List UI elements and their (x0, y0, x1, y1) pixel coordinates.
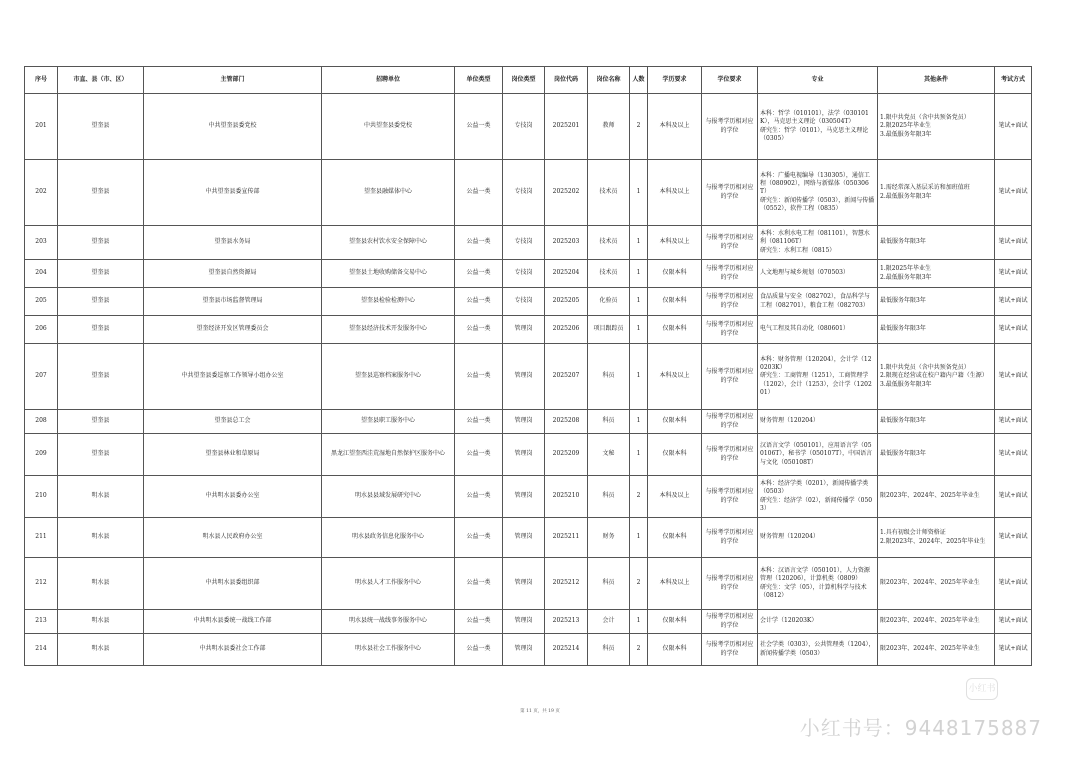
cell-degree: 与报考学历相对应的学位 (702, 260, 758, 288)
cell-dept: 中共望奎县委党校 (144, 94, 322, 160)
cell-edu: 仅限本科 (648, 434, 702, 476)
cell-unit-type: 公益一类 (455, 518, 503, 558)
cell-edu: 本科及以上 (648, 344, 702, 410)
cell-dept: 中共望奎县委巡察工作领导小组办公室 (144, 344, 322, 410)
cell-no: 203 (25, 226, 58, 260)
table-row (25, 260, 1032, 288)
cell-post: 教师 (588, 94, 630, 160)
cell-other: 限2023年、2024年、2025年毕业生 (878, 610, 995, 634)
cell-county: 望奎县 (58, 316, 144, 344)
cell-edu: 仅限本科 (648, 410, 702, 434)
cell-degree: 与报考学历相对应的学位 (702, 610, 758, 634)
cell-post-type: 管理岗 (503, 316, 545, 344)
cell-post-type: 专技岗 (503, 260, 545, 288)
cell-county: 明水县 (58, 610, 144, 634)
cell-dept: 望奎县总工会 (144, 410, 322, 434)
cell-dept: 中共明水县委组织部 (144, 558, 322, 610)
cell-exam: 笔试+面试 (995, 434, 1032, 476)
cell-num: 2 (630, 634, 648, 666)
cell-unit: 中共望奎县委党校 (322, 94, 455, 160)
recruitment-table (24, 66, 1032, 666)
cell-exam: 笔试+面试 (995, 410, 1032, 434)
cell-post: 科员 (588, 410, 630, 434)
cell-unit: 望奎县融媒体中心 (322, 160, 455, 226)
cell-degree: 与报考学历相对应的学位 (702, 344, 758, 410)
cell-other: 限2023年、2024年、2025年毕业生 (878, 634, 995, 666)
cell-major: 本科：水利水电工程（081101），智慧水利（081106T） 研究生：水利工程（0815） (758, 226, 878, 260)
cell-county: 望奎县 (58, 410, 144, 434)
cell-code: 2025209 (545, 434, 588, 476)
cell-post-type: 管理岗 (503, 476, 545, 518)
cell-county: 望奎县 (58, 160, 144, 226)
cell-code: 2025211 (545, 518, 588, 558)
cell-post: 化验员 (588, 288, 630, 316)
cell-dept: 明水县人民政府办公室 (144, 518, 322, 558)
cell-num: 1 (630, 434, 648, 476)
cell-post: 项目跟踪员 (588, 316, 630, 344)
cell-degree: 与报考学历相对应的学位 (702, 634, 758, 666)
cell-dept: 望奎经济开发区管理委员会 (144, 316, 322, 344)
cell-post-type: 管理岗 (503, 518, 545, 558)
cell-unit-type: 公益一类 (455, 558, 503, 610)
cell-exam: 笔试+面试 (995, 344, 1032, 410)
cell-other: 1.需经常深入基层采访和加班值班 2.最低服务年限3年 (878, 160, 995, 226)
cell-no: 209 (25, 434, 58, 476)
cell-degree: 与报考学历相对应的学位 (702, 518, 758, 558)
cell-code: 2025208 (545, 410, 588, 434)
cell-post: 科员 (588, 558, 630, 610)
cell-unit: 望奎县经济技术开发服务中心 (322, 316, 455, 344)
column-header: 专业 (758, 67, 878, 94)
cell-dept: 望奎县水务局 (144, 226, 322, 260)
cell-degree: 与报考学历相对应的学位 (702, 226, 758, 260)
cell-county: 望奎县 (58, 434, 144, 476)
cell-code: 2025207 (545, 344, 588, 410)
cell-unit-type: 公益一类 (455, 634, 503, 666)
table-row (25, 558, 1032, 610)
cell-exam: 笔试+面试 (995, 226, 1032, 260)
cell-post: 技术员 (588, 226, 630, 260)
cell-dept: 中共明水县委社会工作部 (144, 634, 322, 666)
cell-post-type: 管理岗 (503, 410, 545, 434)
table-row (25, 476, 1032, 518)
cell-exam: 笔试+面试 (995, 558, 1032, 610)
cell-code: 2025210 (545, 476, 588, 518)
cell-unit: 明水县政务信息化服务中心 (322, 518, 455, 558)
cell-edu: 仅限本科 (648, 316, 702, 344)
cell-major: 社会学类（0303），公共管理类（1204），新闻传播学类（0503） (758, 634, 878, 666)
cell-num: 1 (630, 410, 648, 434)
cell-post: 文秘 (588, 434, 630, 476)
cell-post: 技术员 (588, 260, 630, 288)
cell-major: 会计学（120203K） (758, 610, 878, 634)
column-header: 人数 (630, 67, 648, 94)
cell-degree: 与报考学历相对应的学位 (702, 476, 758, 518)
cell-post-type: 管理岗 (503, 344, 545, 410)
cell-other: 最低服务年限3年 (878, 288, 995, 316)
cell-other: 最低服务年限3年 (878, 316, 995, 344)
cell-num: 1 (630, 160, 648, 226)
cell-dept: 中共明水县委统一战线工作部 (144, 610, 322, 634)
cell-post: 技术员 (588, 160, 630, 226)
cell-county: 明水县 (58, 518, 144, 558)
table-header-row (25, 67, 1032, 94)
cell-other: 1.限中共党员（含中共预备党员） 2.限2025年毕业生 3.最低服务年限3年 (878, 94, 995, 160)
column-header: 学位要求 (702, 67, 758, 94)
cell-code: 2025213 (545, 610, 588, 634)
cell-unit-type: 公益一类 (455, 260, 503, 288)
cell-major: 本科：哲学（010101），法学（030101K），马克思主义理论（030504T） 研究生：哲学（0101），马克思主义理论（0305） (758, 94, 878, 160)
cell-post-type: 专技岗 (503, 94, 545, 160)
cell-post-type: 专技岗 (503, 288, 545, 316)
cell-code: 2025201 (545, 94, 588, 160)
cell-no: 204 (25, 260, 58, 288)
table-row (25, 410, 1032, 434)
cell-edu: 本科及以上 (648, 226, 702, 260)
watermark-text: 小红书号：9448175887 (799, 716, 1042, 740)
cell-unit: 黑龙江望奎西洼荒湿地自然保护区服务中心 (322, 434, 455, 476)
cell-major: 本科：广播电视编导（130305），通信工程（080902），网络与新媒体（050306T） 研究生：新闻传播学（0503），新闻与传播（0552），软件工程（0835） (758, 160, 878, 226)
column-header: 序号 (25, 67, 58, 94)
cell-unit-type: 公益一类 (455, 476, 503, 518)
watermark-badge: 小红书 (966, 678, 998, 700)
cell-no: 214 (25, 634, 58, 666)
cell-county: 望奎县 (58, 94, 144, 160)
cell-exam: 笔试+面试 (995, 634, 1032, 666)
cell-num: 1 (630, 518, 648, 558)
cell-code: 2025212 (545, 558, 588, 610)
cell-exam: 笔试+面试 (995, 316, 1032, 344)
cell-major: 本科：汉语言文学（050101），人力资源管理（120206），计算机类（0809） 研究生：文学（05），计算机科学与技术（0812） (758, 558, 878, 610)
column-header: 岗位名称 (588, 67, 630, 94)
cell-unit: 望奎县农村饮水安全保障中心 (322, 226, 455, 260)
cell-unit-type: 公益一类 (455, 94, 503, 160)
cell-post-type: 管理岗 (503, 558, 545, 610)
cell-post: 科员 (588, 634, 630, 666)
table-row (25, 160, 1032, 226)
column-header: 学历要求 (648, 67, 702, 94)
cell-unit: 望奎县检验检测中心 (322, 288, 455, 316)
cell-degree: 与报考学历相对应的学位 (702, 316, 758, 344)
column-header: 招聘单位 (322, 67, 455, 94)
cell-num: 2 (630, 476, 648, 518)
cell-exam: 笔试+面试 (995, 610, 1032, 634)
cell-major: 食品质量与安全（082702），食品科学与工程（082701），粮食工程（082703） (758, 288, 878, 316)
cell-num: 1 (630, 316, 648, 344)
cell-county: 望奎县 (58, 226, 144, 260)
cell-other: 最低服务年限3年 (878, 410, 995, 434)
cell-dept: 望奎县自然资源局 (144, 260, 322, 288)
cell-major: 财务管理（120204） (758, 518, 878, 558)
cell-exam: 笔试+面试 (995, 476, 1032, 518)
column-header: 市直、县（市、区） (58, 67, 144, 94)
cell-no: 207 (25, 344, 58, 410)
cell-edu: 仅限本科 (648, 518, 702, 558)
cell-no: 201 (25, 94, 58, 160)
cell-num: 1 (630, 610, 648, 634)
cell-num: 1 (630, 226, 648, 260)
cell-unit: 明水县县域发展研究中心 (322, 476, 455, 518)
page-number: 第 11 页，共 19 页 (520, 709, 560, 714)
cell-post-type: 专技岗 (503, 160, 545, 226)
recruitment-table-sheet (24, 66, 1031, 666)
cell-degree: 与报考学历相对应的学位 (702, 410, 758, 434)
cell-degree: 与报考学历相对应的学位 (702, 434, 758, 476)
cell-exam: 笔试+面试 (995, 260, 1032, 288)
cell-unit: 望奎县职工服务中心 (322, 410, 455, 434)
cell-edu: 本科及以上 (648, 476, 702, 518)
column-header: 其他条件 (878, 67, 995, 94)
cell-major: 电气工程及其自动化（080601） (758, 316, 878, 344)
cell-other: 限2023年、2024年、2025年毕业生 (878, 558, 995, 610)
cell-other: 限2023年、2024年、2025年毕业生 (878, 476, 995, 518)
cell-county: 望奎县 (58, 344, 144, 410)
table-row (25, 610, 1032, 634)
column-header: 单位类型 (455, 67, 503, 94)
cell-edu: 本科及以上 (648, 160, 702, 226)
cell-edu: 本科及以上 (648, 94, 702, 160)
cell-post-type: 管理岗 (503, 610, 545, 634)
table-row (25, 226, 1032, 260)
column-header: 岗位类型 (503, 67, 545, 94)
cell-post-type: 管理岗 (503, 634, 545, 666)
cell-code: 2025214 (545, 634, 588, 666)
cell-num: 1 (630, 344, 648, 410)
cell-county: 明水县 (58, 558, 144, 610)
cell-unit-type: 公益一类 (455, 226, 503, 260)
cell-dept: 中共望奎县委宣传部 (144, 160, 322, 226)
cell-code: 2025204 (545, 260, 588, 288)
cell-no: 202 (25, 160, 58, 226)
cell-other: 1.限中共党员（含中共预备党员） 2.限现在经营或在校户籍内户籍（生源） 3.最低服务年限3年 (878, 344, 995, 410)
cell-no: 211 (25, 518, 58, 558)
cell-post-type: 管理岗 (503, 434, 545, 476)
cell-unit-type: 公益一类 (455, 610, 503, 634)
cell-dept: 中共明水县委办公室 (144, 476, 322, 518)
cell-exam: 笔试+面试 (995, 288, 1032, 316)
cell-county: 明水县 (58, 634, 144, 666)
cell-code: 2025205 (545, 288, 588, 316)
table-row (25, 518, 1032, 558)
cell-degree: 与报考学历相对应的学位 (702, 558, 758, 610)
cell-post: 财务 (588, 518, 630, 558)
cell-major: 人文地理与城乡规划（070503） (758, 260, 878, 288)
cell-post: 科员 (588, 476, 630, 518)
cell-no: 206 (25, 316, 58, 344)
cell-major: 财务管理（120204） (758, 410, 878, 434)
column-header: 岗位代码 (545, 67, 588, 94)
cell-no: 212 (25, 558, 58, 610)
cell-post: 科员 (588, 344, 630, 410)
cell-degree: 与报考学历相对应的学位 (702, 288, 758, 316)
cell-unit-type: 公益一类 (455, 410, 503, 434)
cell-unit: 望奎县土地收购储备交易中心 (322, 260, 455, 288)
cell-num: 1 (630, 288, 648, 316)
cell-exam: 笔试+面试 (995, 94, 1032, 160)
cell-unit-type: 公益一类 (455, 288, 503, 316)
table-body (25, 94, 1032, 666)
cell-code: 2025206 (545, 316, 588, 344)
cell-post-type: 专技岗 (503, 226, 545, 260)
cell-no: 208 (25, 410, 58, 434)
table-row (25, 316, 1032, 344)
cell-dept: 望奎县市场监督管理局 (144, 288, 322, 316)
cell-county: 明水县 (58, 476, 144, 518)
cell-num: 2 (630, 94, 648, 160)
cell-edu: 仅限本科 (648, 610, 702, 634)
cell-exam: 笔试+面试 (995, 160, 1032, 226)
cell-unit-type: 公益一类 (455, 316, 503, 344)
cell-unit: 望奎县巡察档案服务中心 (322, 344, 455, 410)
cell-other: 最低服务年限3年 (878, 226, 995, 260)
cell-no: 205 (25, 288, 58, 316)
cell-edu: 仅限本科 (648, 260, 702, 288)
cell-dept: 望奎县林业和草原局 (144, 434, 322, 476)
table-row (25, 434, 1032, 476)
cell-other: 最低服务年限3年 (878, 434, 995, 476)
cell-major: 汉语言文学（050101），应用语言学（050106T），秘书学（050107T），中国语言与文化（050108T） (758, 434, 878, 476)
cell-county: 望奎县 (58, 288, 144, 316)
column-header: 主管部门 (144, 67, 322, 94)
cell-degree: 与报考学历相对应的学位 (702, 94, 758, 160)
cell-code: 2025202 (545, 160, 588, 226)
cell-other: 1.具有初级会计师资格证 2.限2023年、2024年、2025年毕业生 (878, 518, 995, 558)
column-header: 考试方式 (995, 67, 1032, 94)
cell-unit-type: 公益一类 (455, 344, 503, 410)
table-row (25, 288, 1032, 316)
cell-num: 1 (630, 260, 648, 288)
cell-exam: 笔试+面试 (995, 518, 1032, 558)
cell-unit: 明水县社会工作服务中心 (322, 634, 455, 666)
cell-post: 会计 (588, 610, 630, 634)
cell-major: 本科：经济学类（0201），新闻传播学类（0503） 研究生：经济学（02），新闻传播学（0503） (758, 476, 878, 518)
cell-major: 本科：财务管理（120204），会计学（120203K） 研究生：工商管理（1251），工商管理学（1202），会计（1253），会计学（120201） (758, 344, 878, 410)
cell-edu: 本科及以上 (648, 558, 702, 610)
cell-unit-type: 公益一类 (455, 434, 503, 476)
cell-edu: 仅限本科 (648, 288, 702, 316)
cell-county: 望奎县 (58, 260, 144, 288)
cell-unit: 明水县人才工作服务中心 (322, 558, 455, 610)
cell-code: 2025203 (545, 226, 588, 260)
cell-unit: 明水县统一战线事务服务中心 (322, 610, 455, 634)
cell-unit-type: 公益一类 (455, 160, 503, 226)
table-row (25, 634, 1032, 666)
table-row (25, 94, 1032, 160)
table-row (25, 344, 1032, 410)
cell-no: 213 (25, 610, 58, 634)
cell-num: 2 (630, 558, 648, 610)
cell-degree: 与报考学历相对应的学位 (702, 160, 758, 226)
cell-edu: 仅限本科 (648, 634, 702, 666)
cell-other: 1.限2025年毕业生 2.最低服务年限3年 (878, 260, 995, 288)
cell-no: 210 (25, 476, 58, 518)
